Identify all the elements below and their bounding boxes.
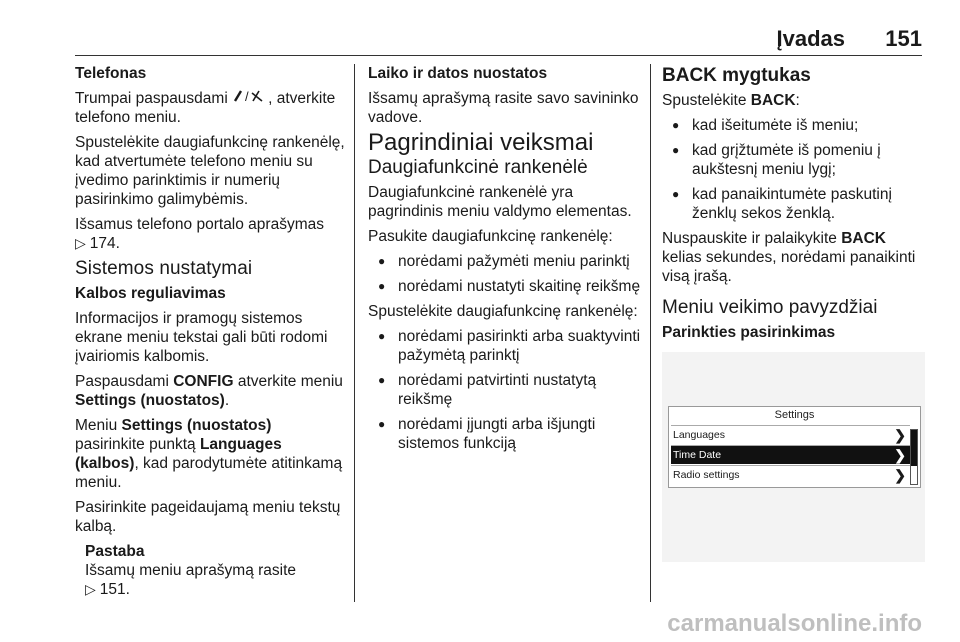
text: BACK: [841, 230, 886, 247]
heading-telefonas: Telefonas: [75, 65, 147, 82]
text: , kad parodytumėte atitinkamą meniu.: [75, 455, 343, 491]
menu-item-label: Time Date: [673, 449, 722, 461]
text: Išsamus telefono portalo aprašymas: [75, 216, 324, 233]
text: :: [795, 92, 800, 109]
heading-back: BACK mygtukas: [662, 65, 811, 86]
list-item: ● kad išeitumėte iš meniu;: [662, 116, 927, 135]
reference-arrow-icon: ▷: [85, 581, 96, 597]
paragraph: [75, 372, 345, 410]
chevron-right-icon: ❯: [894, 427, 906, 443]
heading-kalbos: Kalbos reguliavimas: [75, 285, 226, 302]
paragraph: [75, 215, 345, 253]
watermark: carmanualsonline.info: [667, 610, 922, 637]
bullet-list: [368, 327, 646, 453]
list-item: ● norėdami patvirtinti nustatytą reikšmę: [368, 371, 646, 409]
page-header: [0, 0, 960, 56]
text: kelias sekundes, norėdami panaikinti visą įrašą.: [662, 249, 916, 285]
reference-arrow-icon: ▷: [75, 235, 86, 251]
paragraph: [662, 229, 927, 286]
column-2: [368, 64, 646, 459]
svg-text:/: /: [245, 89, 249, 103]
bullet-list: [368, 252, 646, 296]
list-item: ● norėdami pasirinkti arba suaktyvinti pažymėtą parinktį: [368, 327, 646, 365]
text: Paspausdami: [75, 373, 174, 390]
page-number: 151: [885, 26, 922, 51]
paragraph: [75, 416, 345, 492]
column-divider: [354, 64, 355, 602]
list-item: ● norėdami įjungti arba išjungti sistemos funkciją: [368, 415, 646, 453]
page-reference[interactable]: 174.: [89, 235, 120, 252]
page-reference[interactable]: 151.: [99, 581, 130, 598]
text: , atverkite telefono meniu.: [75, 90, 336, 126]
text: Meniu: [75, 417, 122, 434]
list-item: ● norėdami nustatyti skaitinę reikšmę: [368, 277, 646, 296]
paragraph: Pasirinkite pageidaujamą meniu tekstų kalbą.: [75, 499, 341, 535]
heading-meniu: Meniu veikimo pavyzdžiai: [662, 297, 878, 318]
paragraph: Daugiafunkcinė rankenėlė yra pagrindinis meniu valdymo elementas.: [368, 184, 632, 220]
text: Nuspauskite ir palaikykite: [662, 230, 842, 247]
paragraph: Spustelėkite daugiafunkcinę rankenėlę:: [368, 303, 638, 320]
screen-title: Settings: [774, 409, 815, 421]
text: Settings (nuostatos): [121, 417, 272, 434]
paragraph: Spustelėkite daugiafunkcinę rankenėlę, kad atvertumėte telefono meniu su įvedimo parinktimis ir numerių pasirinkimo galimybėmis.: [75, 134, 345, 208]
text: BACK: [750, 92, 796, 109]
menu-item-time-date[interactable]: [671, 446, 910, 464]
list-item: ● kad grįžtumėte iš pomeniu į aukštesnį meniu lygį;: [662, 141, 927, 179]
column-3: [662, 64, 927, 348]
list-item: ● kad panaikintumėte paskutinį ženklų sekos ženklą.: [662, 185, 927, 223]
text: atverkite meniu: [233, 373, 343, 390]
text: Trumpai paspausdami: [75, 90, 228, 107]
paragraph: Pasukite daugiafunkcinę rankenėlę:: [368, 228, 613, 245]
paragraph: Informacijos ir pramogų sistemos ekrane meniu tekstai gali būti rodomi įvairiomis kalbomis.: [75, 310, 328, 365]
settings-screen: [668, 406, 921, 488]
heading-daugiafunkcine: Daugiafunkcinė rankenėlė: [368, 157, 588, 178]
note-heading: Pastaba: [85, 543, 145, 560]
menu-item-label: Radio settings: [673, 469, 740, 481]
note-box: [85, 542, 345, 599]
heading-laiko: Laiko ir datos nuostatos: [368, 65, 548, 82]
menu-item-radio-settings[interactable]: [671, 466, 910, 484]
bullet-list: [662, 116, 927, 223]
text: CONFIG: [173, 373, 234, 390]
settings-screen-figure: [662, 352, 925, 562]
header-rule: [75, 55, 922, 56]
text: pasirinkite punktą: [75, 436, 200, 453]
text: Spustelėkite: [662, 92, 751, 109]
note-text: Išsamų meniu aprašymą rasite: [85, 562, 297, 579]
text: Languages (kalbos): [75, 436, 282, 472]
text: .: [224, 392, 230, 409]
phone-icon: [232, 89, 266, 103]
phone-icons: [232, 89, 268, 108]
scrollbar[interactable]: [910, 429, 918, 485]
chevron-right-icon: ❯: [894, 467, 906, 483]
list-item: ● norėdami pažymėti meniu parinktį: [368, 252, 646, 271]
paragraph: Išsamų aprašymą rasite savo savininko vadove.: [368, 90, 639, 126]
column-divider: [650, 64, 651, 602]
chevron-right-icon: ❯: [894, 447, 906, 463]
section-title: Įvadas: [776, 26, 845, 51]
menu-item-label: Languages: [673, 429, 725, 441]
paragraph: [75, 89, 345, 127]
heading-sistemos: Sistemos nustatymai: [75, 258, 253, 279]
menu-item-languages[interactable]: [671, 426, 910, 444]
column-1: [75, 64, 345, 605]
scrollbar-thumb[interactable]: [911, 430, 917, 466]
heading-parinkties: Parinkties pasirinkimas: [662, 324, 836, 341]
heading-pagrindiniai: Pagrindiniai veiksmai: [368, 129, 594, 156]
text: Settings (nuostatos): [75, 392, 225, 409]
paragraph: [85, 580, 345, 599]
paragraph: [662, 91, 927, 110]
